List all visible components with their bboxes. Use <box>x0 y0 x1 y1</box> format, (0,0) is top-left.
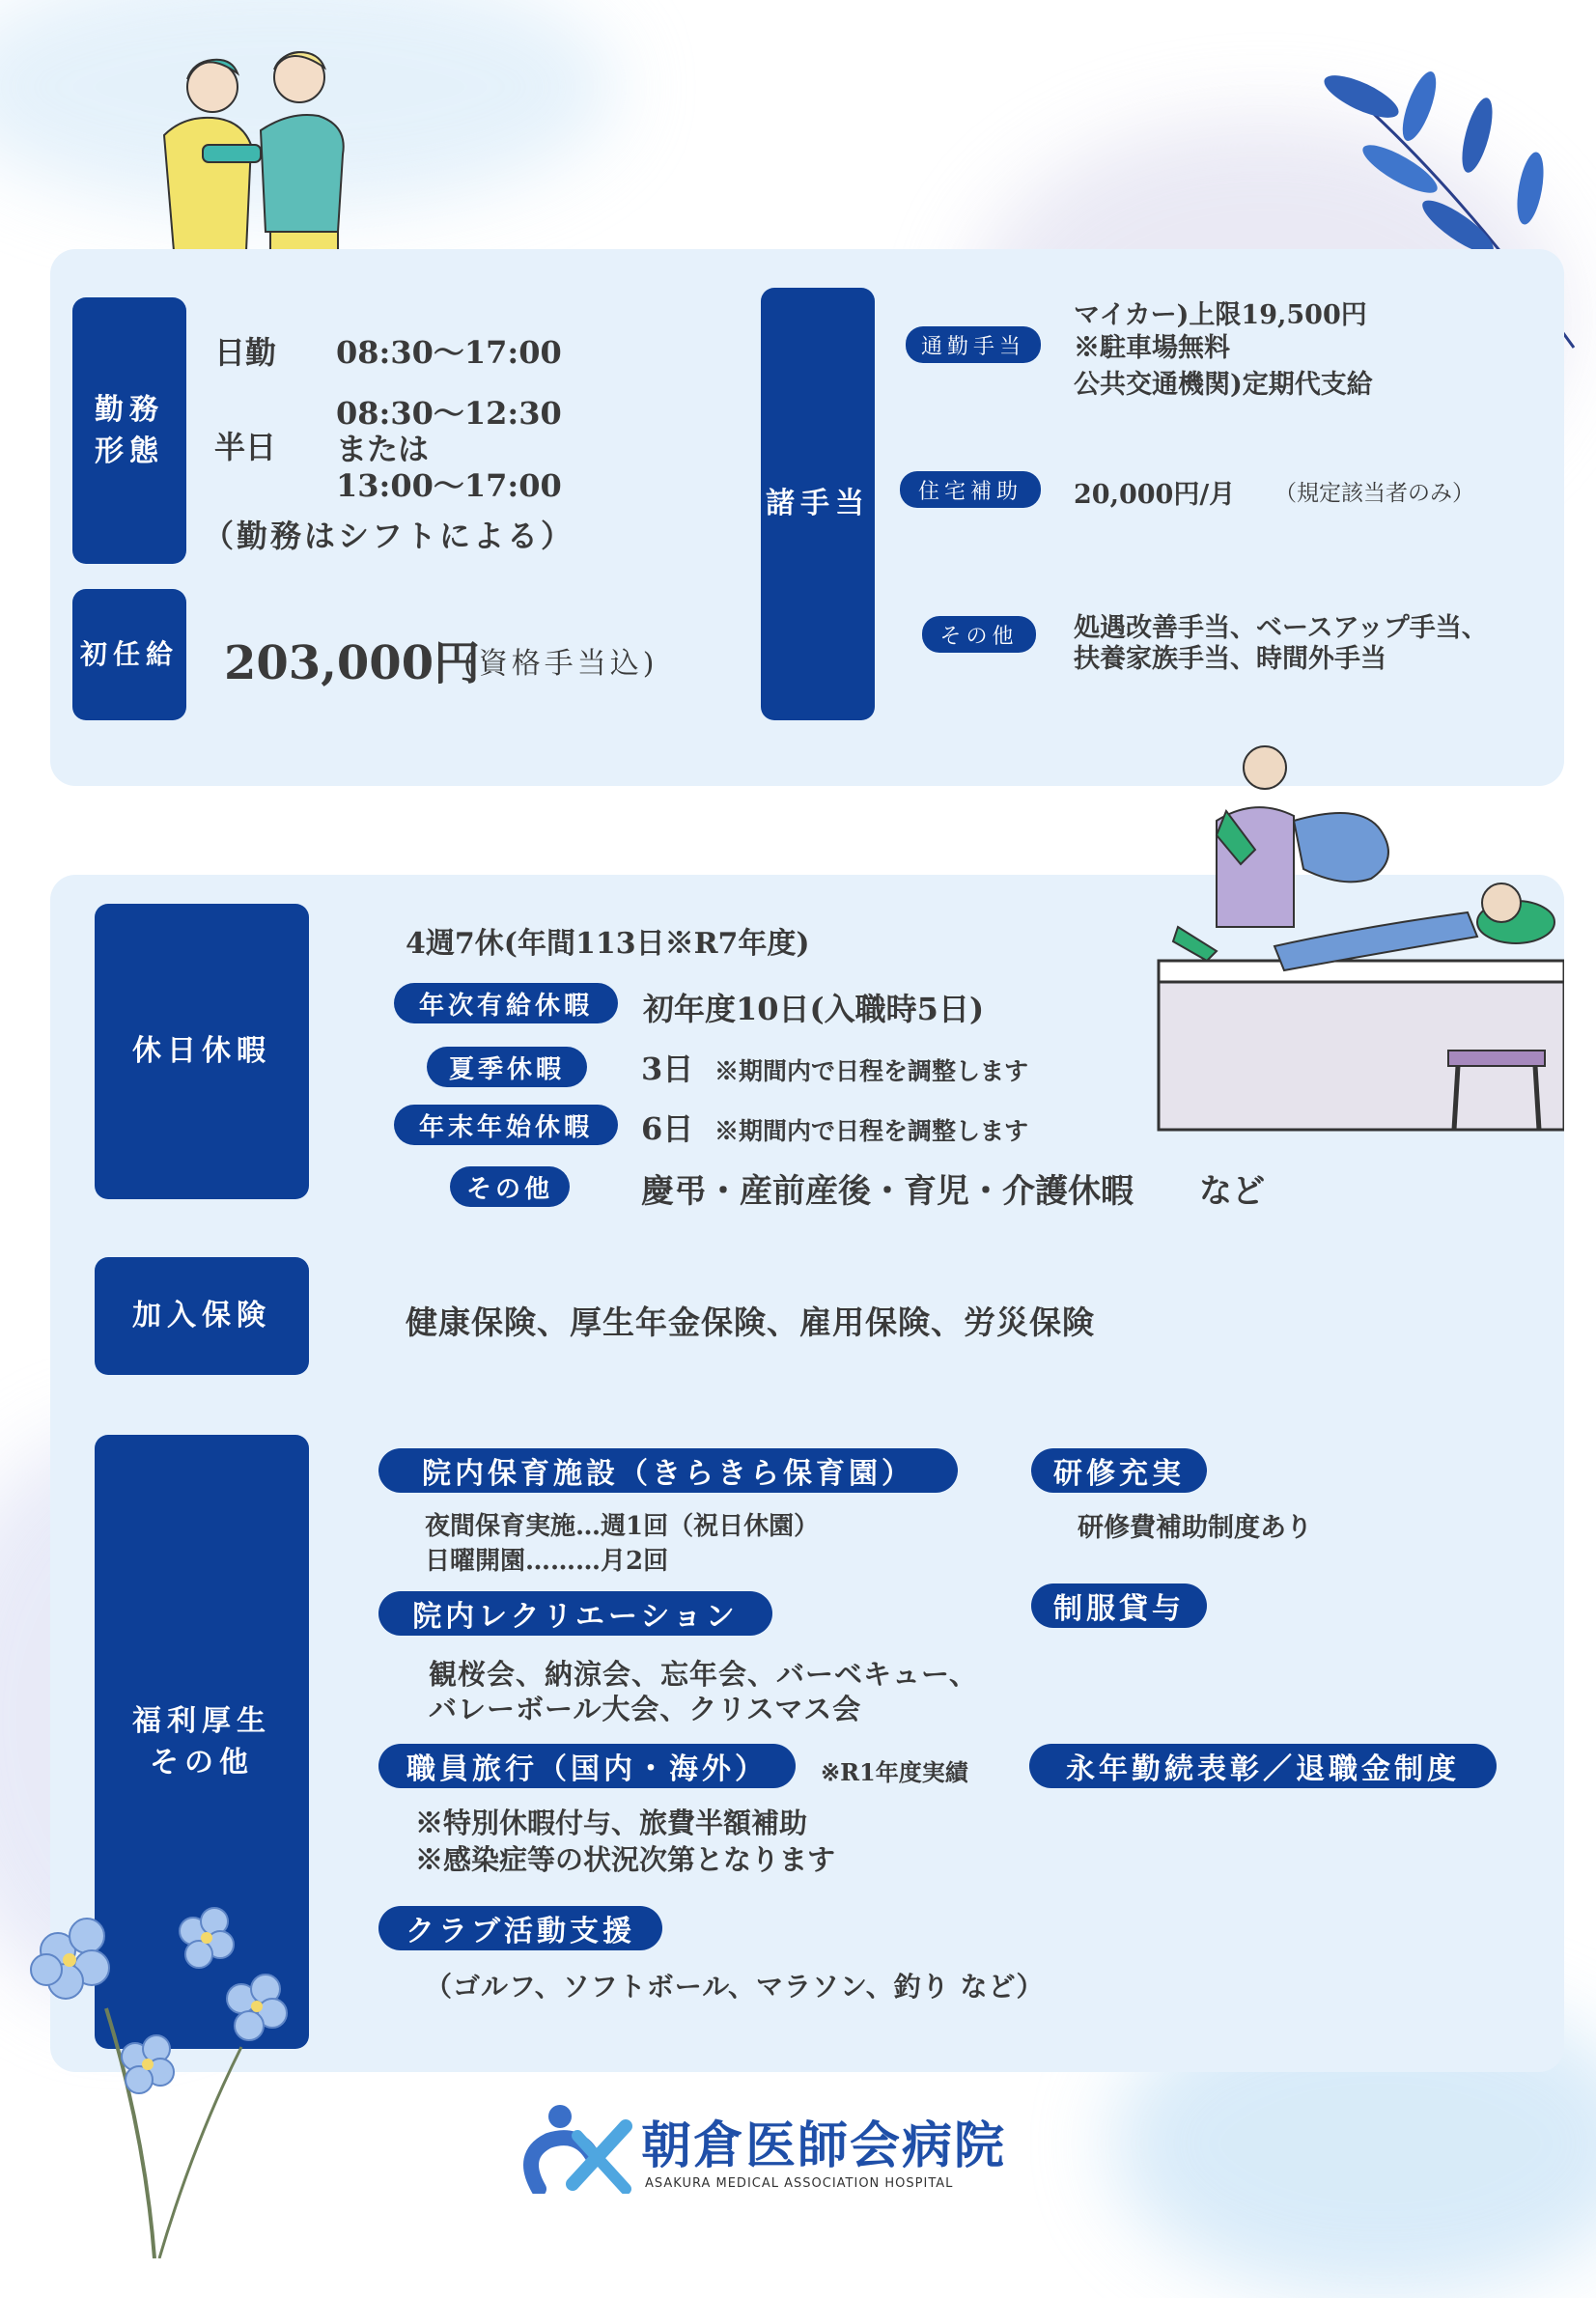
other-allowance-line-1: 処遇改善手当、ベースアップ手当、 <box>1074 613 1488 643</box>
holiday-note-summer: ※期間内で日程を調整します <box>714 1057 1029 1085</box>
holiday-tag-other: その他 <box>450 1166 570 1207</box>
commute-allowance-tag: 通勤手当 <box>906 326 1041 363</box>
commute-line-1: マイカー)上限19,500円 <box>1074 300 1367 330</box>
staff-trip-tag: 職員旅行（国内・海外） <box>378 1744 796 1788</box>
starting-salary-label: 初任給 <box>72 589 186 720</box>
work-style-label: 勤務 形態 <box>72 297 186 564</box>
day-shift-label: 日勤 <box>214 334 277 371</box>
recreation-tag: 院内レクリエーション <box>378 1591 772 1636</box>
hospital-name-en: ASAKURA MEDICAL ASSOCIATION HOSPITAL <box>645 2176 954 2191</box>
nursery-line-1: 夜間保育実施…週1回（祝日休園） <box>425 1512 820 1541</box>
hospital-name: 朝倉医師会病院 <box>641 2117 1007 2175</box>
training-text: 研修費補助制度あり <box>1078 1513 1312 1543</box>
housing-allowance-tag: 住宅補助 <box>900 471 1041 508</box>
half-day-time-2: 13:00〜17:00 <box>336 467 562 504</box>
holiday-tag-paid-leave: 年次有給休暇 <box>394 983 618 1023</box>
insurance-value: 健康保険、厚生年金保険、雇用保険、労災保険 <box>406 1303 1095 1341</box>
club-support-tag: クラブ活動支援 <box>378 1906 662 1950</box>
staff-trip-line-1: ※特別休暇付与、旅費半額補助 <box>415 1807 808 1839</box>
commute-line-3: 公共交通機関)定期代支給 <box>1074 370 1373 400</box>
commute-line-2: ※駐車場無料 <box>1074 333 1230 363</box>
nursery-tag: 院内保育施設（きらきら保育園） <box>378 1448 958 1493</box>
uniform-tag: 制服貸与 <box>1031 1583 1207 1628</box>
allowances-label: 諸手当 <box>761 288 875 720</box>
shift-note: （勤務はシフトによる） <box>203 518 575 554</box>
holiday-value-paid-leave: 初年度10日(入職時5日) <box>643 991 985 1027</box>
holiday-value-summer: 3日 <box>641 1051 694 1087</box>
other-allowance-tag: その他 <box>922 616 1036 653</box>
half-day-label: 半日 <box>214 429 277 465</box>
welfare-label: 福利厚生 その他 <box>95 1435 309 2049</box>
insurance-label: 加入保険 <box>95 1257 309 1375</box>
starting-salary-note: (資格手当込) <box>463 647 658 681</box>
other-allowance-line-2: 扶養家族手当、時間外手当 <box>1074 644 1386 674</box>
holiday-tag-summer: 夏季休暇 <box>427 1047 587 1087</box>
holidays-label: 休日休暇 <box>95 904 309 1199</box>
holiday-value-other: 慶弔・産前産後・育児・介護休暇 など <box>641 1172 1265 1211</box>
holidays-summary: 4週7休(年間113日※R7年度) <box>406 927 810 961</box>
day-shift-time: 08:30〜17:00 <box>336 334 562 371</box>
housing-allowance-note: （規定該当者のみ） <box>1274 481 1474 506</box>
staff-trip-badge: ※R1年度実績 <box>821 1758 968 1786</box>
starting-salary-amount: 203,000円 <box>224 636 481 690</box>
housing-allowance-value: 20,000円/月 <box>1074 480 1236 510</box>
nursery-line-2: 日曜開園………月2回 <box>425 1547 669 1576</box>
recreation-line-1: 観桜会、納涼会、忘年会、バーベキュー、 <box>429 1658 978 1691</box>
half-day-time-1: 08:30〜12:30 <box>336 395 562 432</box>
holiday-note-year-end: ※期間内で日程を調整します <box>714 1117 1029 1145</box>
club-support-text: （ゴルフ、ソフトボール、マラソン、釣り など） <box>425 1971 1045 2003</box>
flower-icon <box>0 1892 328 2258</box>
therapy-illustration <box>1149 743 1564 1139</box>
staff-trip-line-2: ※感染症等の状況次第となります <box>415 1843 836 1876</box>
holiday-tag-year-end: 年末年始休暇 <box>394 1105 618 1145</box>
half-day-or: または <box>336 431 430 467</box>
long-service-tag: 永年勤続表彰／退職金制度 <box>1029 1744 1497 1788</box>
recreation-line-2: バレーボール大会、クリスマス会 <box>429 1693 862 1725</box>
holiday-value-year-end: 6日 <box>641 1110 694 1147</box>
training-tag: 研修充実 <box>1031 1448 1207 1493</box>
hospital-logo-icon <box>519 2097 633 2194</box>
